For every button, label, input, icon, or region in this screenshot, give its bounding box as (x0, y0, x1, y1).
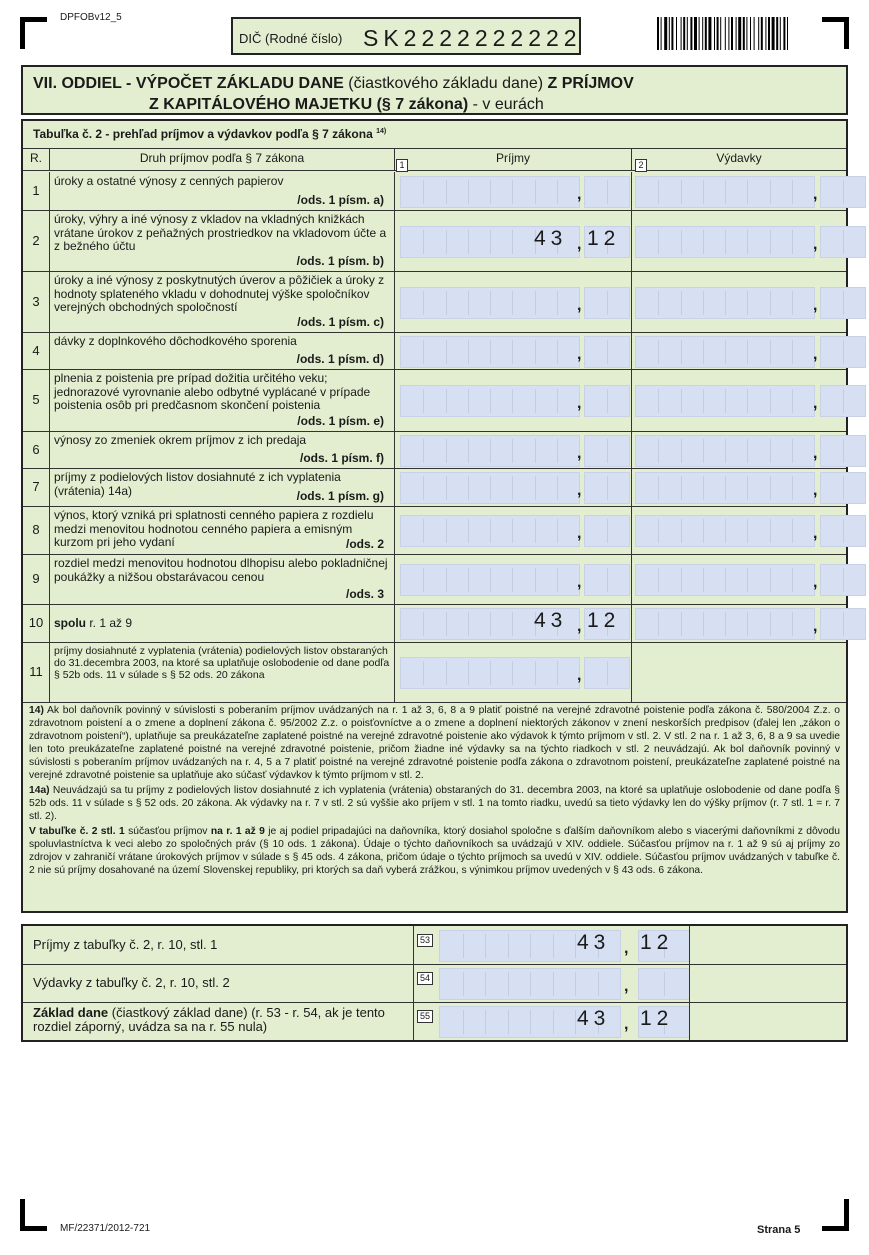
header-vydavky: Výdavky (632, 149, 846, 171)
prijmy-integer-input[interactable] (400, 336, 580, 368)
decimal-comma: , (577, 395, 582, 412)
legal-reference: /ods. 1 písm. b) (296, 253, 384, 268)
header-r: R. (23, 149, 50, 171)
row-box-number: 55 (417, 1010, 433, 1023)
table-row (23, 271, 846, 333)
legal-reference: /ods. 3 (345, 586, 384, 601)
vydavky-integer-input[interactable] (635, 435, 818, 467)
page-number: Strana 5 (757, 1224, 801, 1236)
table-row (23, 172, 846, 211)
prijmy-integer-value: 43 (534, 609, 568, 632)
decimal-comma: , (624, 978, 629, 995)
decimal-comma: , (813, 186, 818, 203)
decimal-comma: , (577, 236, 582, 253)
decimal-comma: , (813, 618, 818, 635)
prijmy-cell (395, 210, 632, 271)
prijmy-decimal-input[interactable] (584, 435, 630, 467)
row-description: príjmy dosiahnuté z vyplatenia (vrátenia) podielových listov obstaraných do 31.decembra 2003, na ktoré sa uplatňuje oslobodenie od dane podľa § 52b ods. 11 v súlade s § 52 ods. 20 zákona (50, 642, 395, 702)
row-description: úroky a iné výnosy z poskytnutých úverov a pôžičiek a úroky z hodnoty splateného vkladu v dohodnutej výške spoločníkov verejných obchodných spoločností /ods. 1 písm. c) (50, 271, 395, 332)
prijmy-decimal-value: 12 (587, 609, 621, 632)
table-row (23, 554, 846, 605)
vydavky-cell (632, 172, 846, 210)
table-2 (21, 119, 848, 913)
vydavky-cell (632, 369, 846, 431)
form-code: DPFOBv12_5 (60, 12, 122, 23)
prijmy-decimal-input[interactable] (584, 336, 630, 368)
prijmy-cell (395, 604, 632, 642)
table-row (23, 468, 846, 507)
section-title: VII. ODDIEL - VÝPOČET ZÁKLADU DANE (čiastkového základu dane) Z PRÍJMOV Z KAPITÁLOVÉHO MAJETKU (§ 7 zákona) - v eurách (33, 75, 634, 113)
column-2-number: 2 (635, 159, 647, 172)
vydavky-integer-input[interactable] (635, 472, 818, 504)
row-number: 3 (23, 271, 50, 332)
prijmy-cell (395, 332, 632, 369)
dic-box (231, 17, 581, 55)
vydavky-cell (632, 506, 846, 554)
vydavky-decimal-input[interactable] (820, 385, 866, 417)
vydavky-integer-input[interactable] (635, 287, 818, 319)
decimal-comma: , (813, 346, 818, 363)
row-description: plnenia z poistenia pre prípad dožitia určitého veku; jednorazové vyrovnanie alebo odbytné vyplácané v prípade poistenia osôb pri predčasnom skončení poistenia /ods. 1 písm. e) (50, 369, 395, 431)
barcode (657, 17, 847, 50)
decimal-comma: , (813, 445, 818, 462)
row-number: 7 (23, 468, 50, 506)
table-row (23, 332, 846, 370)
decimal-comma: , (813, 525, 818, 542)
vydavky-integer-input[interactable] (635, 608, 818, 640)
prijmy-cell (395, 642, 632, 702)
vydavky-decimal-input[interactable] (820, 515, 866, 547)
prijmy-decimal-input[interactable] (584, 176, 630, 208)
row-description: dávky z doplnkového dôchodkového sporenia /ods. 1 písm. d) (50, 332, 395, 369)
legal-reference: /ods. 1 písm. e) (297, 413, 384, 428)
row-description: rozdiel medzi menovitou hodnotou dlhopisu alebo pokladničnej poukážky a nižšou obstarávacou cenou /ods. 3 (50, 554, 395, 604)
decimal-comma: , (577, 346, 582, 363)
vydavky-decimal-input[interactable] (820, 336, 866, 368)
table-row (23, 604, 846, 643)
dic-label: DIČ (Rodné číslo) (239, 31, 343, 46)
row-box-number: 54 (417, 972, 433, 985)
header-prijmy: Príjmy (395, 149, 632, 171)
summary-label: Príjmy z tabuľky č. 2, r. 10, stl. 1 (33, 937, 218, 952)
decimal-comma: , (813, 574, 818, 591)
divider (413, 1002, 414, 1040)
vydavky-integer-input[interactable] (635, 564, 818, 596)
summary-integer-input[interactable] (439, 968, 621, 1000)
vydavky-cell (632, 554, 846, 604)
row-description: spolu r. 1 až 9 (50, 604, 395, 642)
row-description: výnosy zo zmeniek okrem príjmov z ich predaja /ods. 1 písm. f) (50, 431, 395, 468)
summary-label: Základ dane (čiastkový základ dane) (r. 53 - r. 54, ak je tento rozdiel záporný, uvádza sa na r. 55 nula) (33, 1005, 385, 1034)
row-description: výnos, ktorý vzniká pri splatnosti cenného papiera z rozdielu medzi menovitou hodnotou cenného papiera a emisným kurzom pri jeho vydaní /ods. 2 (50, 506, 395, 554)
table-title: Tabuľka č. 2 - prehľad príjmov a výdavkov podľa § 7 zákona $^{14)}$ (33, 127, 387, 141)
table-row (23, 369, 846, 432)
legal-reference: /ods. 1 písm. g) (296, 488, 384, 503)
vydavky-cell (632, 271, 846, 332)
row-number: 8 (23, 506, 50, 554)
row-number: 2 (23, 210, 50, 271)
row-box-number: 53 (417, 934, 433, 947)
vydavky-integer-input[interactable] (635, 385, 818, 417)
prijmy-decimal-input[interactable] (584, 657, 630, 689)
vydavky-integer-input[interactable] (635, 176, 818, 208)
table-row (23, 506, 846, 555)
prijmy-integer-input[interactable] (400, 435, 580, 467)
summary-table (21, 924, 848, 1042)
decimal-comma: , (624, 940, 629, 957)
vydavky-integer-input[interactable] (635, 226, 818, 258)
prijmy-integer-value: 43 (534, 227, 568, 250)
decimal-comma: , (624, 1016, 629, 1033)
row-description: úroky a ostatné výnosy z cenných papierov /ods. 1 písm. a) (50, 172, 395, 210)
table-grid (23, 148, 846, 684)
legal-reference: /ods. 1 písm. c) (297, 314, 384, 329)
prijmy-cell (395, 554, 632, 604)
dic-value[interactable]: SK2222222222 (363, 25, 582, 51)
row-number: 5 (23, 369, 50, 431)
header-druh: Druh príjmov podľa § 7 zákona (50, 149, 395, 171)
prijmy-cell (395, 172, 632, 210)
prijmy-cell (395, 506, 632, 554)
divider (413, 964, 414, 1002)
prijmy-cell (395, 468, 632, 506)
vydavky-cell (632, 604, 846, 642)
decimal-comma: , (577, 574, 582, 591)
prijmy-integer-input[interactable] (400, 564, 580, 596)
section-header (21, 65, 848, 115)
corner-mark-bottom-left (20, 1199, 47, 1231)
corner-mark-top-left (20, 17, 47, 49)
prijmy-integer-input[interactable] (400, 472, 580, 504)
vydavky-cell (632, 332, 846, 369)
legal-reference: /ods. 1 písm. f) (299, 450, 384, 465)
table-row (23, 431, 846, 469)
summary-integer-value: 43 (577, 931, 611, 954)
corner-mark-bottom-right (822, 1199, 849, 1231)
decimal-comma: , (813, 395, 818, 412)
vydavky-integer-input[interactable] (635, 336, 818, 368)
row-description: príjmy z podielových listov dosiahnuté z ich vyplatenia (vrátenia) 14a) /ods. 1 písm. g) (50, 468, 395, 506)
prijmy-cell (395, 431, 632, 468)
decimal-comma: , (577, 186, 582, 203)
vydavky-decimal-input[interactable] (820, 472, 866, 504)
prijmy-integer-input[interactable] (400, 657, 580, 689)
summary-row-54 (23, 964, 846, 1003)
decimal-comma: , (813, 297, 818, 314)
vydavky-cell (632, 210, 846, 271)
form-reference: MF/22371/2012-721 (60, 1223, 151, 1234)
decimal-comma: , (577, 482, 582, 499)
prijmy-decimal-input[interactable] (584, 287, 630, 319)
decimal-comma: , (577, 618, 582, 635)
decimal-comma: , (813, 482, 818, 499)
divider (413, 926, 414, 964)
summary-decimal-value: 12 (640, 931, 674, 954)
divider (689, 1002, 690, 1040)
vydavky-decimal-input[interactable] (820, 435, 866, 467)
prijmy-integer-input[interactable] (400, 515, 580, 547)
legal-reference: /ods. 1 písm. d) (296, 351, 384, 366)
row-number: 4 (23, 332, 50, 369)
vydavky-decimal-input[interactable] (820, 608, 866, 640)
row-description: úroky, výhry a iné výnosy z vkladov na vkladných knižkách vrátane úrokov z peňažných prostriedkov na vkladovom účte a z bežného účtu /ods. 1 písm. b) (50, 210, 395, 271)
prijmy-decimal-value: 12 (587, 227, 621, 250)
decimal-comma: , (813, 236, 818, 253)
decimal-comma: , (577, 667, 582, 684)
summary-row-55 (23, 1002, 846, 1040)
table-row (23, 210, 846, 272)
prijmy-integer-input[interactable] (400, 176, 580, 208)
prijmy-cell (395, 369, 632, 431)
vydavky-decimal-input[interactable] (820, 226, 866, 258)
summary-decimal-input[interactable] (638, 968, 690, 1000)
summary-label: Výdavky z tabuľky č. 2, r. 10, stl. 2 (33, 975, 230, 990)
prijmy-integer-input[interactable] (400, 287, 580, 319)
vydavky-cell (632, 468, 846, 506)
prijmy-decimal-input[interactable] (584, 564, 630, 596)
decimal-comma: , (577, 445, 582, 462)
legal-reference: /ods. 2 (345, 536, 384, 551)
row-number: 6 (23, 431, 50, 468)
prijmy-cell (395, 271, 632, 332)
prijmy-decimal-input[interactable] (584, 472, 630, 504)
footnotes: 14) Ak bol daňovník povinný v súvislosti s poberaním príjmov uvádzaných na r. 1 až 3, 6, 8 a 9 platiť poistné na verejné zdravotné poistenie podľa zákona č. 580/2004 Z.z. o zdravotnom poistení a o zmene a doplnení zákona č. 95/2002 Z.z. o poisťovníctve a o zmene a doplnení niektorých zákonov v znení neskorších predpisov (ďalej len „zákon o zdravotnom poistení“), uplatňuje sa preukázateľne zaplatené poistné na verejné zdravotné poistenie ako výdavok k týmto príjmom v stl. 2. V stl. 2 na r. 1 až 3, 6, 8 a 9 sa uvedie len toto preukázateľne zaplatené poistné na verejné zdravotné poistenie, pričom žiadne iné výdavky sa na týchto riadkoch v stl. 2 neuvádzajú. Ak bol daňovník povinný v súvislosti s poberaním príjmov uvádzaných na r. 4, 5 a 7 platiť poistné na verejné zdravotné poistenie podľa zákona o zdravotnom poistení, preukázateľne zaplatené poistné na verejné zdravotné poistenie sa uplatňuje ako súčasť výdavkov k týmto príjmom v stl. 2. 14a) Neuvádzajú sa tu príjmy z podielových listov dosiahnuté z ich vyplatenia (vrátenia) obstaraných do 31. decembra 2003, na ktoré sa uplatňuje oslobodenie od dane podľa § 52b ods. 11 v súlade s § 52 ods. 20 zákona. Ak výdavky na r. 7 v stl. 2 sú vyššie ako príjem v stl. 1 na tomto riadku, uvedú sa tieto výdavky len do výšky príjmov (r. 7 stl. 1 = r. 7 stl. 2). V tabuľke č. 2 stl. 1 súčasťou príjmov na r. 1 až 9 je aj podiel pripadajúci na daňovníka, ktorý dosiahol spoločne s ďalším daňovníkom alebo s viacerými daňovníkmi z dôvodu spoluvlastníctva k veci alebo zo spoločných práv (§ 10 ods. 1 zákona). Údaje o týchto daňovníkoch sa uvádzajú v XIV. oddiele. Súčasťou príjmov na r. 1 až 9 sú aj príjmy zo zdrojov v zahraničí vrátane úrokových príjmov v súlade s § 45 ods. 4 zákona, pričom údaje o týchto príjmoch sa uvedú v XIV. oddiele. Súčasťou príjmov uvádzaných v tabuľke č. 2 nie sú príjmy dosahované na území Slovenskej republiky, pri ktorých sa daň vyberá zrážkou, s výnimkou príjmov uvedených v § 43 ods. 6 zákona. (29, 705, 841, 876)
divider (689, 926, 690, 964)
vydavky-decimal-input[interactable] (820, 564, 866, 596)
vydavky-integer-input[interactable] (635, 515, 818, 547)
prijmy-decimal-input[interactable] (584, 515, 630, 547)
vydavky-decimal-input[interactable] (820, 287, 866, 319)
row-number: 11 (23, 642, 50, 702)
prijmy-decimal-input[interactable] (584, 385, 630, 417)
summary-integer-value: 43 (577, 1007, 611, 1030)
row-number: 10 (23, 604, 50, 642)
row-number: 9 (23, 554, 50, 604)
column-1-number: 1 (396, 159, 408, 172)
divider (689, 964, 690, 1002)
summary-decimal-value: 12 (640, 1007, 674, 1030)
prijmy-integer-input[interactable] (400, 385, 580, 417)
summary-row-53 (23, 926, 846, 965)
vydavky-cell (632, 431, 846, 468)
table-row (23, 642, 846, 703)
legal-reference: /ods. 1 písm. a) (297, 192, 384, 207)
vydavky-cell (632, 642, 846, 702)
row-number: 1 (23, 172, 50, 210)
decimal-comma: , (577, 297, 582, 314)
decimal-comma: , (577, 525, 582, 542)
vydavky-decimal-input[interactable] (820, 176, 866, 208)
